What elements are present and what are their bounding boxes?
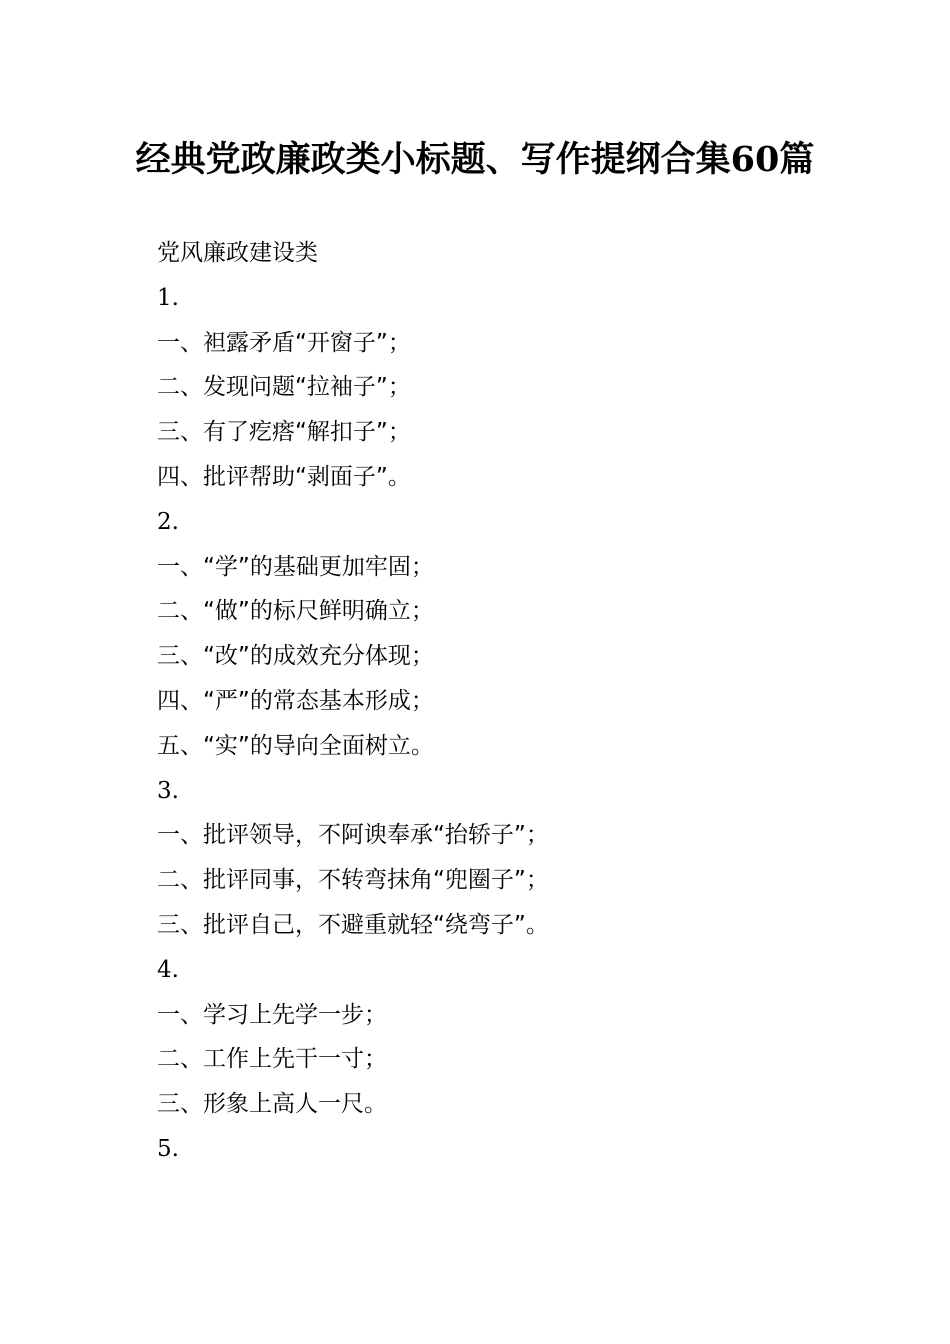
outline-line: 三、形象上高人一尺。 <box>157 1091 387 1118</box>
outline-line: 五、“实”的导向全面树立。 <box>157 732 434 759</box>
outline-line: 二、“做”的标尺鲜明确立； <box>157 598 434 625</box>
outline-line: 一、“学”的基础更加牢固； <box>157 553 434 580</box>
outline-line: 一、批评领导，不阿谀奉承“抬轿子”； <box>157 822 549 849</box>
item-number: 2. <box>157 508 179 535</box>
outline-line: 一、学习上先学一步； <box>157 1001 387 1028</box>
item-number: 5. <box>157 1135 179 1162</box>
outline-line: 四、批评帮助“剥面子”。 <box>157 463 411 490</box>
document-title: 经典党政廉政类小标题、写作提纲合集60篇 <box>135 139 815 180</box>
document-body <box>157 231 917 1172</box>
item-number: 4. <box>157 956 179 983</box>
outline-line: 三、有了疙瘩“解扣子”； <box>157 419 411 446</box>
outline-line: 二、工作上先干一寸； <box>157 1046 387 1073</box>
item-number: 3. <box>157 777 179 804</box>
outline-line: 三、批评自己，不避重就轻“绕弯子”。 <box>157 911 549 938</box>
outline-line: 二、批评同事，不转弯抹角“兜圈子”； <box>157 867 549 894</box>
outline-line: 一、袒露矛盾“开窗子”； <box>157 329 411 356</box>
outline-line: 二、发现问题“拉袖子”； <box>157 374 411 401</box>
item-number: 1. <box>157 284 179 311</box>
section-heading: 党风廉政建设类 <box>157 240 318 266</box>
outline-line: 三、“改”的成效充分体现； <box>157 643 434 670</box>
outline-line: 四、“严”的常态基本形成； <box>157 687 434 714</box>
